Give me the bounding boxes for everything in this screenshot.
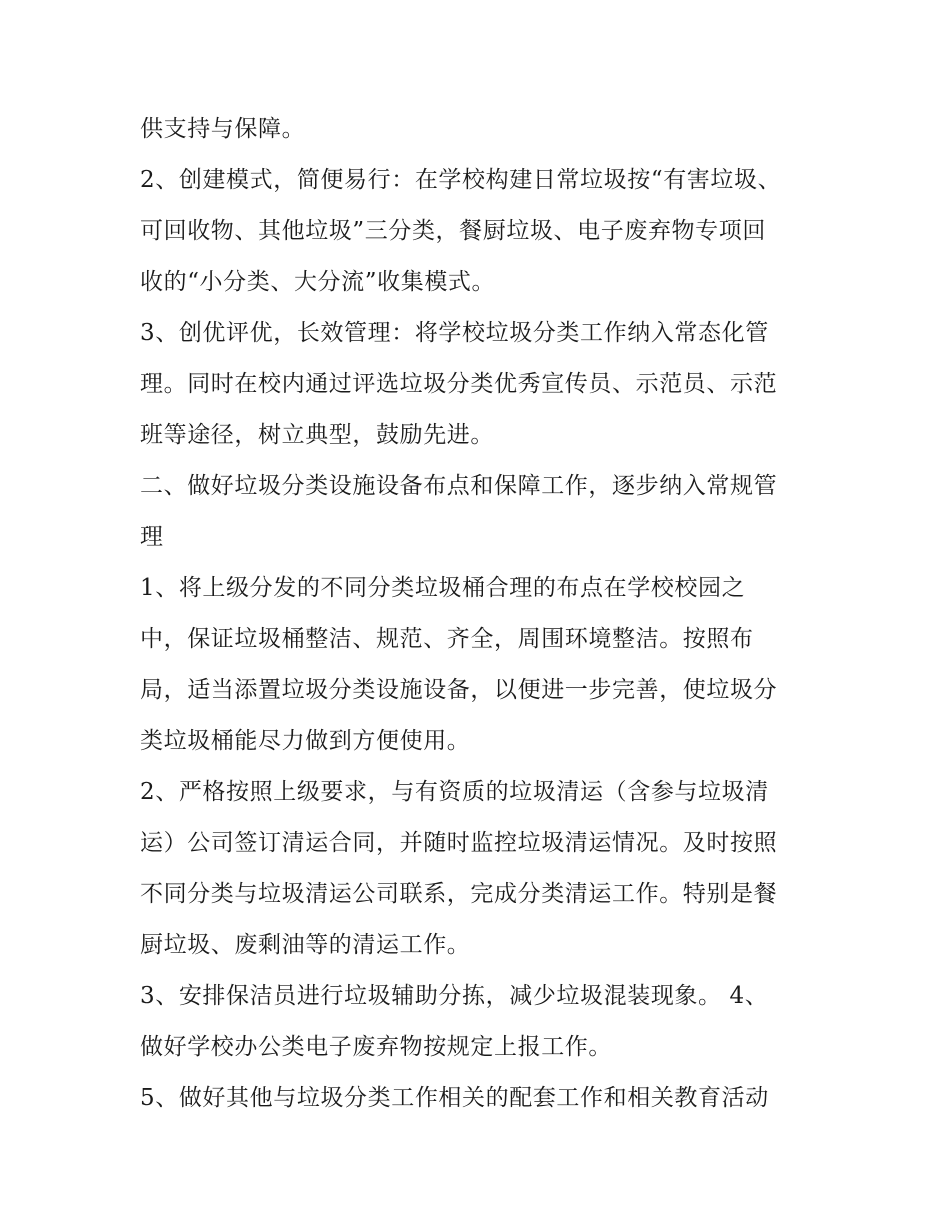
text-line: 3、创优评优，长效管理：将学校垃圾分类工作纳入常态化管 [140,320,769,346]
text-line: 做好学校办公类电子废弃物按规定上报工作。 [140,1034,612,1060]
section-heading: 二、做好垃圾分类设施设备布点和保障工作，逐步纳入常规管 [140,473,778,499]
text-line: 厨垃圾、废剩油等的清运工作。 [140,932,471,958]
text-line: 理。同时在校内通过评选垃圾分类优秀宣传员、示范员、示范 [140,371,778,397]
text-line: 5、做好其他与垃圾分类工作相关的配套工作和相关教育活动 [140,1085,769,1111]
text-line: 收的“小分类、大分流”收集模式。 [140,269,496,295]
text-line: 不同分类与垃圾清运公司联系，完成分类清运工作。特别是餐 [140,881,778,907]
text-line: 3、安排保洁员进行垃圾辅助分拣，减少垃圾混装现象。 4、 [140,983,769,1009]
section-heading-cont: 理 [140,524,164,550]
text-line: 供支持与保障。 [140,116,306,142]
text-line: 可回收物、其他垃圾”三分类，餐厨垃圾、电子废弃物专项回 [140,218,766,244]
text-line: 班等途径，树立典型，鼓励先进。 [140,422,494,448]
text-line: 2、创建模式，简便易行：在学校构建日常垃圾按“有害垃圾、 [140,167,782,193]
text-line: 类垃圾桶能尽力做到方便使用。 [140,728,471,754]
text-line: 2、严格按照上级要求，与有资质的垃圾清运（含参与垃圾清 [140,779,769,805]
text-line: 中，保证垃圾桶整洁、规范、齐全，周围环境整洁。按照布 [140,626,754,652]
text-line: 1、将上级分发的不同分类垃圾桶合理的布点在学校校园之 [140,575,746,601]
text-line: 运）公司签订清运合同，并随时监控垃圾清运情况。及时按照 [140,830,778,856]
text-line: 局，适当添置垃圾分类设施设备，以便进一步完善，使垃圾分 [140,677,778,703]
